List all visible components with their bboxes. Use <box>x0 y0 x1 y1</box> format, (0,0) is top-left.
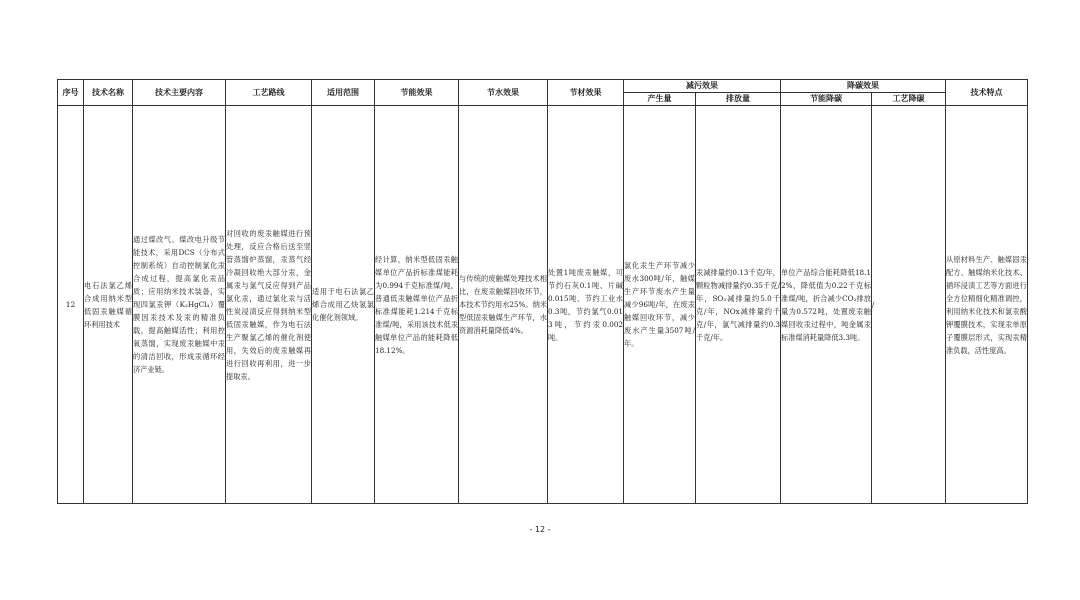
header-pollution-emit: 排放量 <box>696 93 781 106</box>
header-material: 节材效果 <box>548 80 624 106</box>
cell-pollution-produce: 氯化汞生产环节减少废水300吨/年，触媒生产环节废水产生量减少96吨/年，在废汞触媒回收环节，减少废水产生量3507吨/年。 <box>624 106 696 504</box>
header-carbon-process: 工艺降碳 <box>872 93 946 106</box>
header-pollution: 减污效果 <box>624 80 781 93</box>
header-content: 技术主要内容 <box>133 80 226 106</box>
cell-carbon-process: / <box>872 106 946 504</box>
page-number: - 12 - <box>529 525 551 534</box>
header-route: 工艺路线 <box>226 80 312 106</box>
cell-features: 从原材料生产、触媒固汞配方、触媒纳米化技术、循环浸渍工艺等方面进行全方位精细化精准调控，利用纳米化技术和氯汞酸钾覆膜技术，实现汞单原子覆膜层形式，实现汞精准负载，活性度高。 <box>946 106 1028 504</box>
header-water: 节水效果 <box>459 80 548 106</box>
cell-carbon-energy: 单位产品综合能耗降低18.12%，降低值为0.22千克标准煤/吨，折合减少CO₂排放量为0.572吨，处置废汞触媒回收汞过程中，吨金属汞标准煤消耗量降低3.3吨。 <box>781 106 872 504</box>
header-scope: 适用范围 <box>312 80 375 106</box>
technology-table <box>57 79 1028 504</box>
header-features: 技术特点 <box>946 80 1028 106</box>
cell-water: 与传统的废触媒处理技术相比，在废汞触媒回收环节，本技术节约用水25%。纳米型低固汞触媒生产环节，水资源消耗量降低4%。 <box>459 106 548 504</box>
table-row <box>58 106 1028 504</box>
cell-energy: 经计算，纳米型低固汞触媒单位产品折标准煤能耗为0.994千克标准煤/吨，普通低汞触媒单位产品折标准煤能耗1.214千克标准煤/吨，采用该技术低汞触媒单位产品的能耗降低18.12%。 <box>375 106 459 504</box>
header-seq: 序号 <box>58 80 84 106</box>
cell-name: 电石法氯乙烯合成用纳米型低固汞触媒循环利用技术 <box>84 106 133 504</box>
header-carbon: 降碳效果 <box>781 80 946 93</box>
header-pollution-produce: 产生量 <box>624 93 696 106</box>
cell-pollution-emit: 汞减排量约0.13千克/年，颗粒物减排量约0.35千克/年，SO₂减排量约5.0千克/年，NOx减排量约千克/年，氯气减排量约0.3千克/年。 <box>696 106 781 504</box>
cell-route: 对回收的废汞触媒进行预处理，反应合格后送至竖管蒸馏炉蒸馏，汞蒸气经冷凝回收绝大部分汞，金属汞与氯气反应得到产品氯化汞，通过氯化汞与活性炭浸渍反应得到纳米型低固汞触媒，作为电石法生产聚氯乙烯的催化剂使用，失效后的废汞触媒再进行回收再利用，进一步提取汞。 <box>226 106 312 504</box>
cell-content: 通过煤改气、煤改电升级节能技术，采用DCS（分布式控制系统）自动控制氯化汞合成过程，提高氯化汞品质；应用纳米技术装备，实现四氯汞钾（K₂HgCl₄）覆膜因汞技术及汞的精准负载，提高触媒活性；利用控氧蒸馏，实现废汞触媒中汞的清洁回收，形成汞循环经济产业链。 <box>133 106 226 504</box>
header-carbon-energy: 节能降碳 <box>781 93 872 106</box>
cell-seq: 12 <box>58 106 84 504</box>
cell-material: 处置1吨废汞触媒，可节约石灰0.1吨、片碱0.015吨、节约工业水0.3吨，节约氯气0.013吨，节约汞0.002吨。 <box>548 106 624 504</box>
header-energy: 节能效果 <box>375 80 459 106</box>
cell-scope: 适用于电石法氯乙烯合成用乙炔氢氯化催化剂领域。 <box>312 106 375 504</box>
header-name: 技术名称 <box>84 80 133 106</box>
